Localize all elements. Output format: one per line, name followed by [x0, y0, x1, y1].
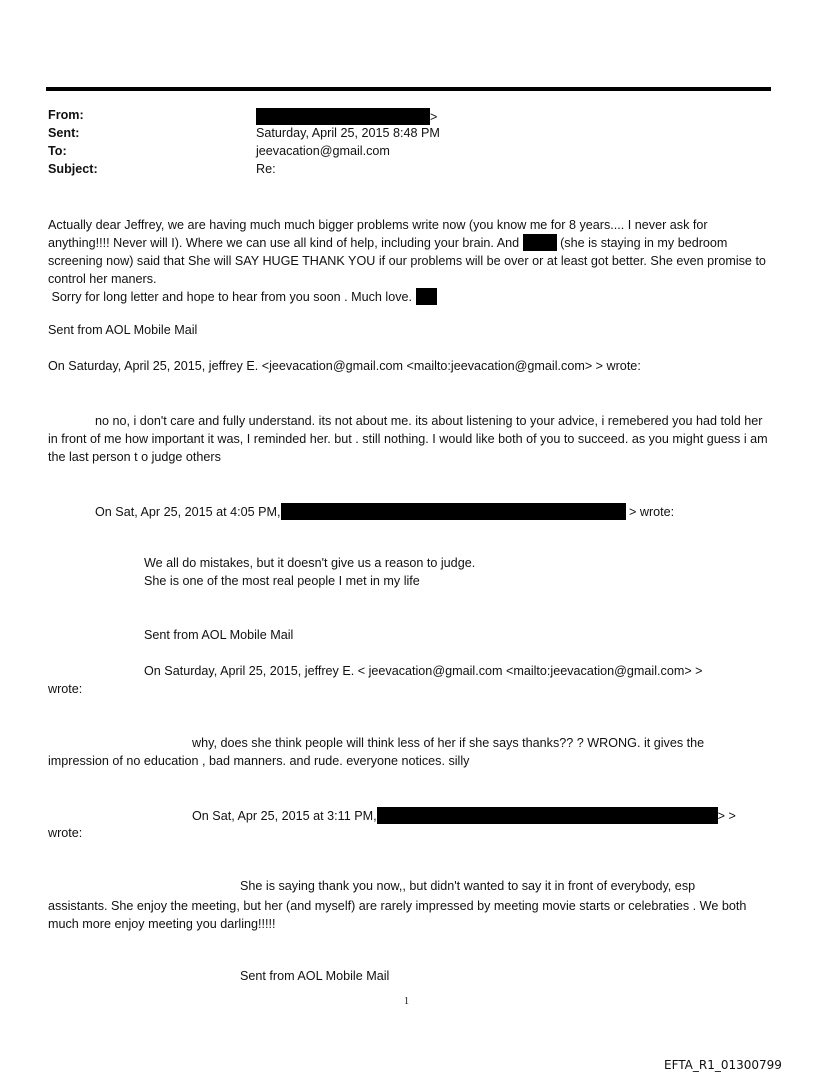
to-value: jeevacation@gmail.com: [256, 144, 390, 158]
redaction-block: [523, 234, 557, 251]
quote-4-header-suffix: > >: [717, 809, 736, 823]
page-number: 1: [404, 996, 409, 1007]
quote-3-header: On Saturday, April 25, 2015, jeffrey E. < jeevacation@gmail.com <mailto:jeevacation@gmail.com> >: [144, 664, 703, 678]
quote-2-header-text: On Sat, Apr 25, 2015 at 4:05 PM,: [95, 505, 281, 519]
signature-3: Sent from AOL Mobile Mail: [240, 969, 390, 983]
redaction-block: [281, 503, 626, 520]
quote-4-text-line-1: She is saying thank you now,, but didn't wanted to say it in front of everybody, esp: [240, 879, 696, 893]
quote-2-line-2: She is one of the most real people I met in my life: [144, 574, 420, 588]
header-rule: [46, 87, 771, 91]
document-id: EFTA_R1_01300799: [664, 1058, 782, 1072]
message-text-part-1: Actually dear Jeffrey, we are having much much bigger problems write now (you know me for 8 years.... I never ask for anything!!!! Never will I). Where we can use all kind of help, including your brain. And: [48, 218, 708, 250]
quote-3-text-line-2: impression of no education , bad manners. and rude. everyone notices. silly: [48, 754, 470, 768]
from-value-suffix: >: [430, 110, 438, 124]
message-paragraph: [48, 216, 770, 306]
quote-2-header: [95, 503, 674, 520]
from-value: [256, 108, 437, 125]
message-text-part-2: (she is staying in my bedroom screening now) said that She will SAY HUGE THANK YOU if our problems will be over or at least got better. She even promise to control her maners.: [48, 236, 766, 286]
redaction-block: [416, 288, 437, 305]
message-text-part-3: Sorry for long letter and hope to hear from you soon . Much love.: [51, 290, 413, 304]
redaction-block: [377, 807, 718, 824]
quote-4-wrote: wrote:: [48, 826, 83, 840]
to-label: To:: [48, 144, 67, 158]
from-label: From:: [48, 108, 84, 122]
redaction-block: [256, 108, 430, 125]
quote-2-header-wrote: > wrote:: [629, 505, 675, 519]
sent-value: Saturday, April 25, 2015 8:48 PM: [256, 126, 440, 140]
subject-label: Subject:: [48, 162, 98, 176]
quote-4-header: [192, 807, 736, 824]
quote-4-header-text: On Sat, Apr 25, 2015 at 3:11 PM,: [192, 809, 377, 823]
sent-label: Sent:: [48, 126, 80, 140]
quote-3-text-line-1: why, does she think people will think less of her if she says thanks?? ? WRONG. it gives the: [192, 736, 705, 750]
signature-2: Sent from AOL Mobile Mail: [144, 628, 294, 642]
quote-2-line-1: We all do mistakes, but it doesn't give us a reason to judge.: [144, 556, 476, 570]
subject-value: Re:: [256, 162, 276, 176]
quote-1-text: no no, i don't care and fully understand. its not about me. its about listening to your advice, i remebered you had told her in front of me how important it was, I reminded her. but . still nothing. I would like both of you to succeed. as you might guess i am the last person t o judge others: [48, 414, 768, 464]
signature-1: Sent from AOL Mobile Mail: [48, 323, 198, 337]
quote-4-text-rest: assistants. She enjoy the meeting, but her (and myself) are rarely impressed by meeting movie starts or celebraties . We both much more enjoy meeting you darling!!!!!: [48, 899, 747, 931]
quote-3-wrote: wrote:: [48, 682, 83, 696]
quote-1-header: On Saturday, April 25, 2015, jeffrey E. <jeevacation@gmail.com <mailto:jeevacation@gmail.com> > wrote:: [48, 359, 641, 373]
